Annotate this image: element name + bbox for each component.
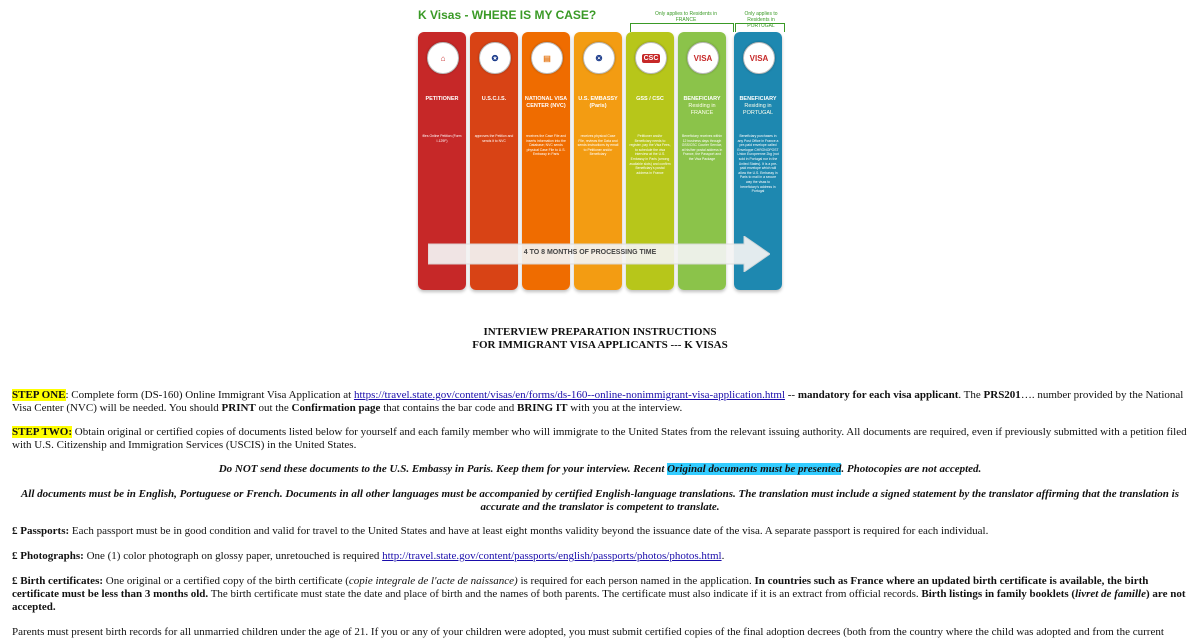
step-two-label: STEP TWO: — [12, 426, 73, 438]
birth-certificates-paragraph — [12, 575, 1188, 614]
portugal-bracket — [735, 23, 785, 32]
column-desc: receives physical Case File, reviews the Data and sends instructions by email to Petitioner and/or Beneficiary — [577, 134, 619, 157]
embassy-seal-icon: ❂ — [583, 42, 615, 74]
text: Confirmation page — [291, 402, 381, 414]
processing-time-arrow — [428, 236, 770, 272]
text: mandatory for each visa applicant — [797, 389, 959, 401]
text: out the — [255, 402, 292, 414]
parents-paragraph: Parents must present birth records for all unmarried children under the age of 21. If you or any of your children were adopted, you must submit certified copies of the final adoption decrees (both from the country where the child was adopted and from the current — [12, 626, 1164, 638]
column-desc: Beneficiary purchases in any Post Office in France a pre-paid envelope called Enveloppe CHRONOPOST Union Europeenne 2kg (not sold in Portugal nor in the United States). It is a pre-paid envelope which will allow the U.S. Embassy in Paris to mail in a secure way the visas to beneficiary's address in Portugal — [737, 134, 779, 194]
text: . — [721, 550, 725, 562]
title-line-2: FOR IMMIGRANT VISA APPLICANTS --- K VISAS — [472, 339, 728, 351]
text: …. number provided by the National Visa Center (NVC) will be needed. You should — [12, 389, 1184, 414]
text: : Complete form (DS-160) Online Immigrant Visa Application at — [65, 389, 354, 401]
column-desc: Beneficiary receives within 12 business days through GSS/CSC Courier Service, at his/her postal address in France, the Passport and the Visa Package — [681, 134, 723, 161]
page-title — [0, 326, 1200, 352]
text: PRINT — [221, 402, 256, 414]
column-label: U.S.C.I.S. — [481, 96, 507, 102]
visa-card-icon: VISA — [687, 42, 719, 74]
column-desc: receives the Case File and inserts information into the Database; NVC sends physical Case File to U.S. Embassy in Paris — [525, 134, 567, 157]
column-label: NATIONAL VISA CENTER (NVC) — [524, 96, 568, 109]
document-stack-icon: ▤ — [531, 42, 563, 74]
case-status-infographic — [414, 6, 786, 288]
birth-certificates-label: £ Birth certificates: — [12, 575, 104, 587]
passports-label: £ Passports: — [12, 525, 70, 537]
notice-translations: All documents must be in English, Portuguese or French. Documents in all other languages must be accompanied by certified English-language translations. The translation must include a signed statement by the translator affirming that the translation is accurate and the translator is competent to translate. — [20, 488, 1180, 513]
step-two-paragraph — [12, 426, 1188, 452]
column-label: BENEFICIARY Residing in PORTUGAL — [739, 96, 777, 116]
photos-link[interactable]: http://travel.state.gov/content/passports/english/passports/photos/photos.html — [382, 550, 722, 562]
text: . Photocopies are not accepted. — [841, 463, 982, 475]
column-label: PETITIONER — [425, 96, 459, 102]
highlighted-text: Original documents must be presented — [667, 463, 842, 475]
step-one-label: STEP ONE — [12, 389, 66, 401]
text: is required for each person named in the application. — [517, 575, 755, 587]
processing-time-label: 4 TO 8 MONTHS OF PROCESSING TIME — [523, 249, 657, 256]
text: One original or a certified copy of the birth certificate ( — [103, 575, 349, 587]
text: In countries such as France where an updated birth certificate is available, the birth certificate must be less than 3 months old. — [12, 575, 1149, 600]
text: Each passport must be in good condition and valid for travel to the United States and have at least eight months validity beyond the issuance date of the visa. A separate passport is required for each individual. — [69, 525, 989, 537]
column-label: GSS / CSC — [636, 96, 664, 102]
text: The birth certificate must state the date and place of birth and the names of both parents. The certificate must also indicate if it is an extract from official records. — [208, 588, 922, 600]
text: with you at the interview. — [567, 402, 683, 414]
text: copie integrale de l'acte de naissance) — [348, 575, 518, 587]
text: Do NOT send these documents to the U.S. Embassy in Paris. Keep them for your interview. Recent — [218, 463, 668, 475]
photographs-paragraph — [12, 550, 1188, 563]
visa-card-icon: VISA — [743, 42, 775, 74]
infographic-title: K Visas - WHERE IS MY CASE? — [418, 8, 597, 22]
note-portugal: Only applies to Residents in PORTUGAL — [744, 11, 778, 29]
column-label: BENEFICIARY Residing in FRANCE — [683, 96, 721, 116]
france-bracket — [630, 23, 734, 32]
column-desc: Petitioner and/or Beneficiary needs to register, pay the Visa Fees, to schedule the visa interview at the U.S. Embassy in Paris (among available slots) and confirm Beneficiary's postal address in France — [629, 134, 671, 175]
uscis-seal-icon: ✪ — [479, 42, 511, 74]
text: Birth listings in family booklets ( — [921, 588, 1076, 600]
ds160-link[interactable]: https://travel.state.gov/content/visas/en/forms/ds-160--online-nonimmigrant-visa-application.html — [353, 389, 786, 401]
text: ) are not accepted. — [12, 588, 1186, 613]
column-desc: files Online Petition (Form I-129F) — [422, 134, 462, 143]
text: livret de famille — [1075, 588, 1146, 600]
passports-paragraph — [12, 525, 1188, 538]
step-one-paragraph — [12, 389, 1188, 415]
house-icon: ⌂ — [427, 42, 459, 74]
csc-logo-icon: CSC — [635, 42, 667, 74]
column-desc: approves the Petition and sends it to NVC — [474, 134, 514, 143]
text: that contains the bar code and — [380, 402, 517, 414]
text: One (1) color photograph on glossy paper, unretouched is required — [83, 550, 383, 562]
text: PRS201 — [983, 389, 1021, 401]
text: . The — [958, 389, 984, 401]
text: BRING IT — [517, 402, 568, 414]
text: Obtain original or certified copies of documents listed below for yourself and each family member who will immigrate to the United States from the relevant issuing authority. All documents are required, even if previously submitted with a petition filed with U.S. Citizenship and Immigration Services (USCIS) in the United States. — [12, 426, 1187, 451]
photographs-label: £ Photographs: — [12, 550, 84, 562]
text: -- — [785, 389, 798, 401]
note-france: Only applies to Residents in FRANCE — [655, 11, 717, 23]
notice-originals — [12, 463, 1188, 476]
column-label: U.S. EMBASSY (Paris) — [578, 96, 618, 109]
title-line-1: INTERVIEW PREPARATION INSTRUCTIONS — [483, 326, 717, 338]
